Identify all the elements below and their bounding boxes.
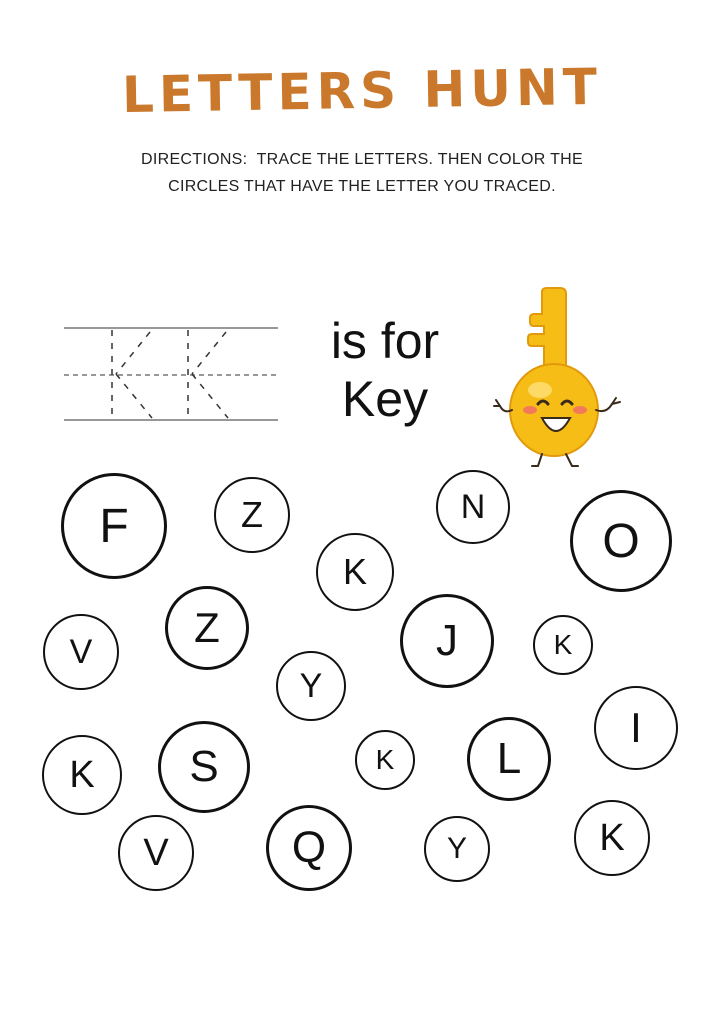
letter-circle[interactable]: K: [574, 800, 650, 876]
letter-circle[interactable]: Y: [424, 816, 490, 882]
letter-circle[interactable]: Y: [276, 651, 346, 721]
letter-circle[interactable]: V: [43, 614, 119, 690]
letter-circle[interactable]: L: [467, 717, 551, 801]
dotted-letter-k-1: [112, 330, 152, 418]
letter-circle[interactable]: K: [316, 533, 394, 611]
letter-circle[interactable]: N: [436, 470, 510, 544]
letter-circle[interactable]: K: [42, 735, 122, 815]
letter-circle[interactable]: Z: [214, 477, 290, 553]
letter-circle[interactable]: S: [158, 721, 250, 813]
directions-line-2: CIRCLES THAT HAVE THE LETTER YOU TRACED.: [168, 178, 556, 195]
is-for-key-text: [300, 312, 470, 428]
dotted-letter-k-2: [188, 330, 228, 418]
worksheet-title: LETTERS HUNT: [121, 57, 603, 125]
letter-circle[interactable]: Z: [165, 586, 249, 670]
letter-circle[interactable]: V: [118, 815, 194, 891]
letter-circle[interactable]: K: [355, 730, 415, 790]
letter-circle[interactable]: J: [400, 594, 494, 688]
directions-line-1: DIRECTIONS: TRACE THE LETTERS. THEN COLOR THE: [140, 151, 584, 168]
letter-circle[interactable]: O: [570, 490, 672, 592]
letter-circle[interactable]: K: [533, 615, 593, 675]
directions-text: [80, 146, 644, 200]
letter-tracing-lines[interactable]: [62, 318, 282, 430]
key-word: Key: [341, 371, 429, 427]
letter-circle[interactable]: I: [594, 686, 678, 770]
letter-circle[interactable]: F: [61, 473, 167, 579]
smiling-key-icon: [490, 286, 640, 476]
letter-circle[interactable]: Q: [266, 805, 352, 891]
is-for-label: is for: [330, 313, 440, 369]
